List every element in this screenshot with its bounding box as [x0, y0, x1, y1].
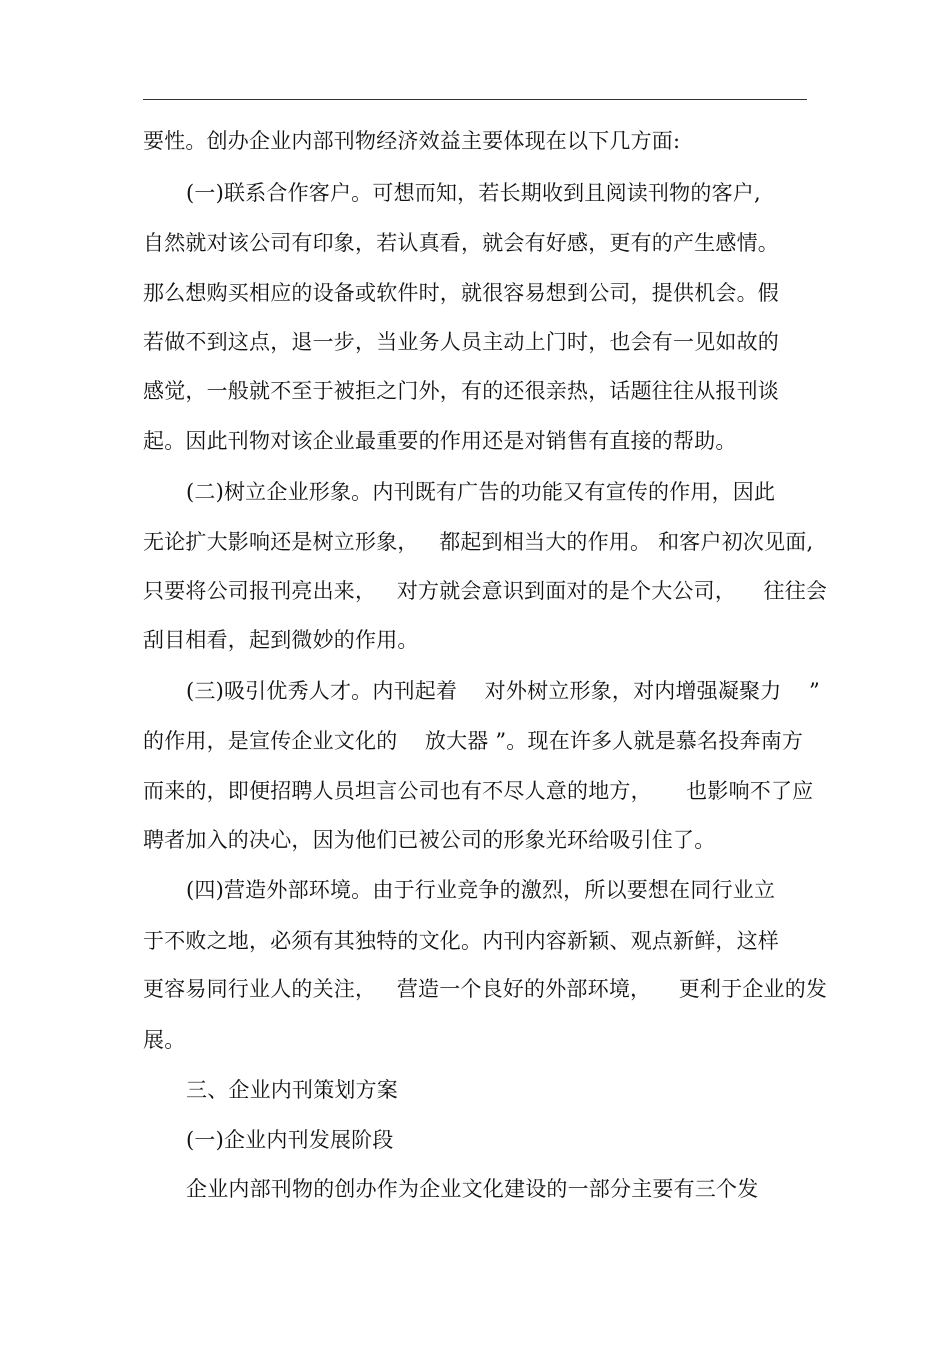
text-line: 起。因此刊物对该企业最重要的作用还是对销售有直接的帮助。 [143, 429, 737, 453]
text-line: 聘者加入的决心，因为他们已被公司的形象光环给吸引住了。 [143, 828, 716, 852]
text-line: 要性。创办企业内部刊物经济效益主要体现在以下几方面: [143, 129, 681, 153]
header-rule [143, 99, 807, 100]
text-line: 的作用，是宣传企业文化的 放大器 ”。现在许多人就是慕名投奔南方 [143, 729, 804, 753]
text-line: 若做不到这点，退一步，当业务人员主动上门时，也会有一见如故的 [143, 330, 779, 354]
text-line: 无论扩大影响还是树立形象， 都起到相当大的作用。 和客户初次见面, [143, 530, 814, 554]
text-line: (三)吸引优秀人才。内刊起着 对外树立形象，对内增强凝聚力 ” [186, 679, 820, 703]
text-line: (四)营造外部环境。由于行业竞争的激烈，所以要想在同行业立 [186, 878, 776, 902]
text-line: 只要将公司报刊亮出来， 对方就会意识到面对的是个大公司， 往往会 [143, 579, 828, 603]
text-line: 那么想购买相应的设备或软件时，就很容易想到公司，提供机会。假 [143, 281, 779, 305]
text-line: 自然就对该公司有印象，若认真看，就会有好感，更有的产生感情。 [143, 231, 779, 255]
text-line: (一)联系合作客户。可想而知，若长期收到且阅读刊物的客户, [186, 181, 761, 205]
text-line: 感觉，一般就不至于被拒之门外，有的还很亲热，话题往往从报刊谈 [143, 379, 779, 403]
text-line: (二)树立企业形象。内刊既有广告的功能又有宣传的作用，因此 [186, 480, 776, 504]
text-line: 而来的，即便招聘人员坦言公司也有不尽人意的地方， 也影响不了应 [143, 779, 814, 803]
text-line: 展。 [143, 1028, 186, 1052]
text-line: 刮目相看，起到微妙的作用。 [143, 628, 419, 652]
text-line: 于不败之地，必须有其独特的文化。内刊内容新颖、观点新鲜，这样 [143, 929, 779, 953]
subsection-heading: (一)企业内刊发展阶段 [186, 1128, 394, 1152]
text-line: 企业内部刊物的创办作为企业文化建设的一部分主要有三个发 [186, 1177, 759, 1201]
section-heading: 三、企业内刊策划方案 [186, 1078, 398, 1102]
text-line: 更容易同行业人的关注， 营造一个良好的外部环境， 更利于企业的发 [143, 977, 828, 1001]
